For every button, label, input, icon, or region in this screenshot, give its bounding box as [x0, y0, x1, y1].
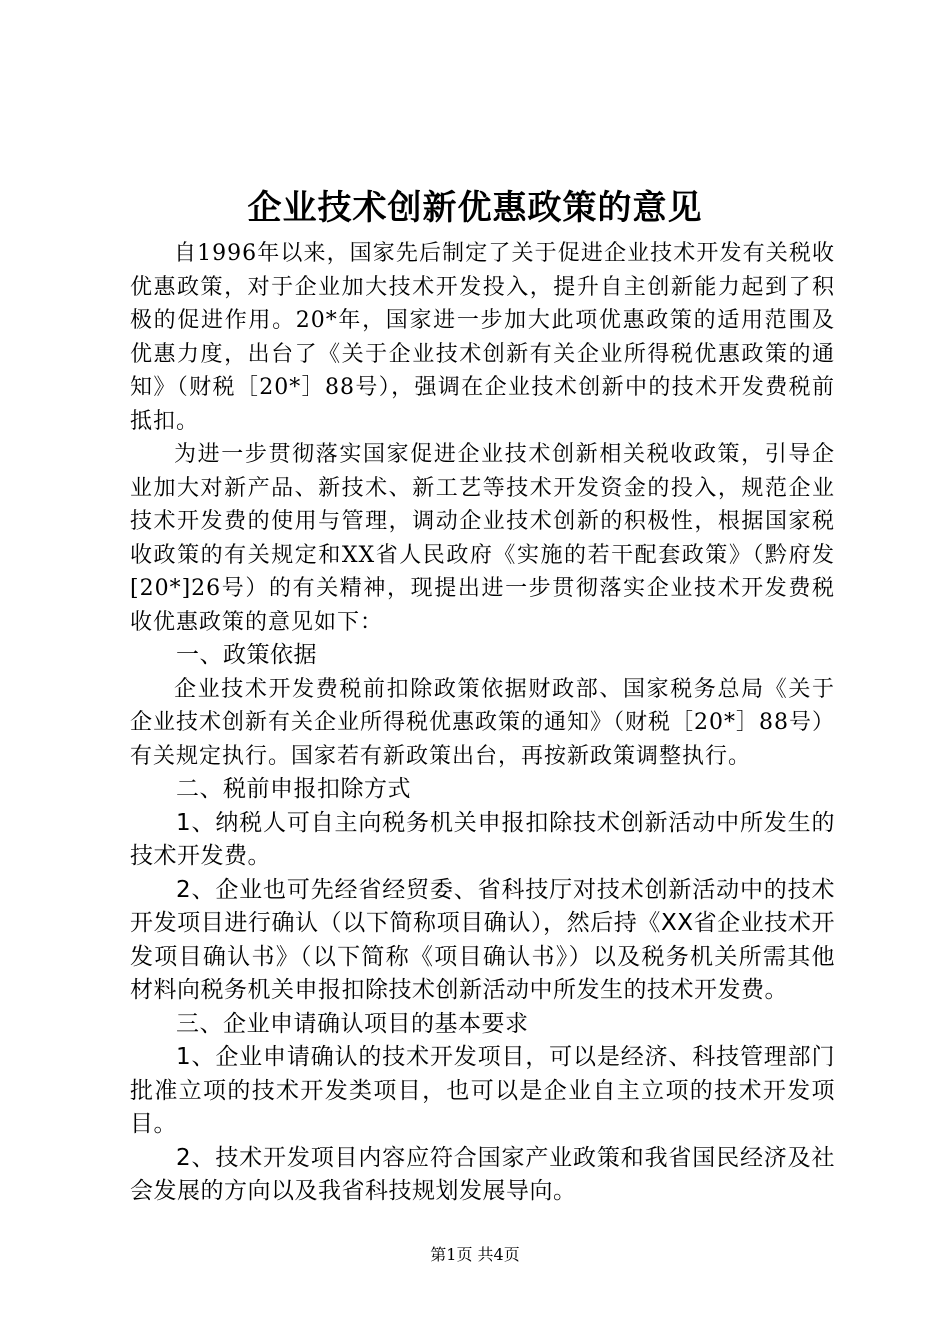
document-title: 企业技术创新优惠政策的意见 — [247, 188, 703, 228]
paragraph-policy-basis: 企业技术开发费税前扣除政策依据财政部、国家税务总局《关于企业技术创新有关企业所得税优惠政策的通知》（财税［20*］88号）有关规定执行。国家若有新政策出台，再按新政策调整执行。 — [130, 676, 835, 769]
paragraph-purpose: 为进一步贯彻落实国家促进企业技术创新相关税收政策，引导企业加大对新产品、新技术、新工艺等技术开发资金的投入，规范企业技术开发费的使用与管理，调动企业技术创新的积极性，根据国家税收政策的有关规定和XX省人民政府《实施的若干配套政策》（黔府发[20*]26号）的有关精神，现提出进一步贯彻落实企业技术开发费税收优惠政策的意见如下： — [130, 442, 835, 635]
section-heading-deduction-method: 二、税前申报扣除方式 — [176, 776, 411, 802]
paragraph-deduction-item-2: 2、企业也可先经省经贸委、省科技厅对技术创新活动中的技术开发项目进行确认（以下简称项目确认），然后持《XX省企业技术开发项目确认书》（以下简称《项目确认书》）以及税务机关所需其他材料向税务机关申报扣除技术创新活动中所发生的技术开发费。 — [130, 876, 835, 1003]
document-body — [130, 237, 835, 1209]
paragraph-intro: 自1996年以来，国家先后制定了关于促进企业技术开发有关税收优惠政策，对于企业加大技术开发投入，提升自主创新能力起到了积极的促进作用。20*年，国家进一步加大此项优惠政策的适用范围及优惠力度，出台了《关于企业技术创新有关企业所得税优惠政策的通知》（财税［20*］88号），强调在企业技术创新中的技术开发费税前抵扣。 — [130, 241, 835, 434]
paragraph-requirement-2: 2、技术开发项目内容应符合国家产业政策和我省国民经济及社会发展的方向以及我省科技规划发展导向。 — [130, 1144, 835, 1204]
section-heading-policy-basis: 一、政策依据 — [176, 642, 317, 668]
page-footer: 第1页 共4页 — [430, 1245, 520, 1264]
paragraph-requirement-1: 1、企业申请确认的技术开发项目，可以是经济、科技管理部门批准立项的技术开发类项目，也可以是企业自主立项的技术开发项目。 — [130, 1044, 835, 1137]
paragraph-deduction-item-1: 1、纳税人可自主向税务机关申报扣除技术创新活动中所发生的技术开发费。 — [130, 809, 835, 869]
section-heading-requirements: 三、企业申请确认项目的基本要求 — [176, 1010, 529, 1037]
